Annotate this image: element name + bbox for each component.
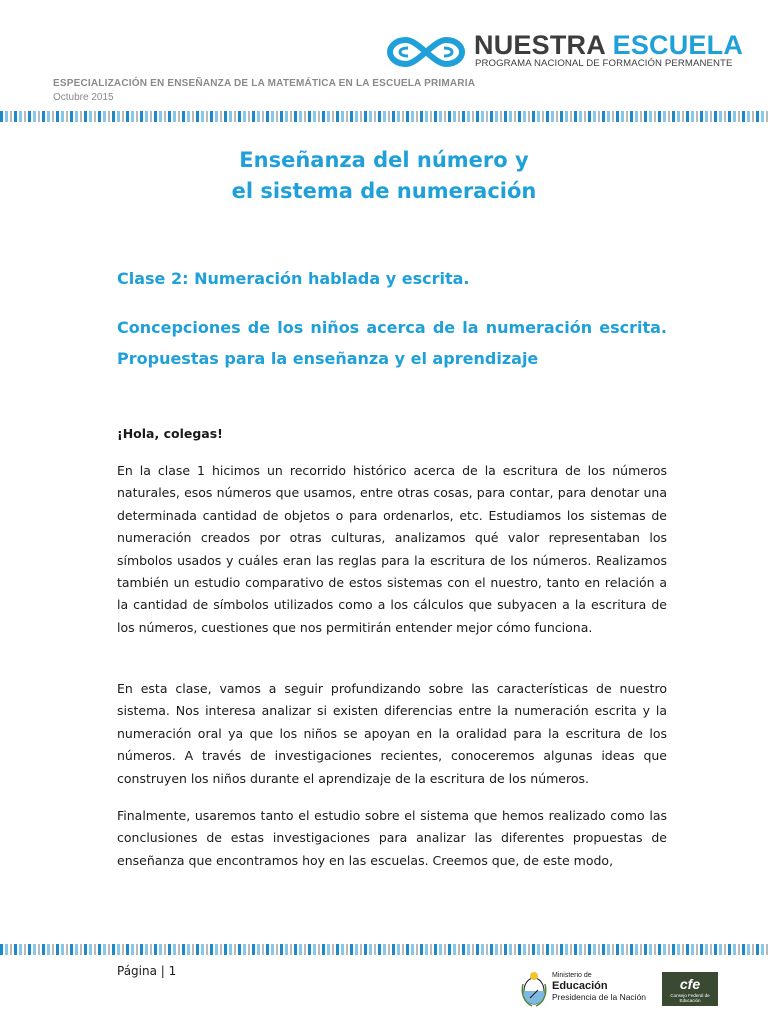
decorative-stripe-bottom [0,944,768,955]
cfe-logo-text: cfe [679,976,701,992]
cfe-logo-subtext: Consejo Federal de Educación [670,993,710,1003]
cfe-logo [662,972,718,1006]
ministry-line-2: Educación [552,980,608,992]
body-paragraph-1: En la clase 1 hicimos un recorrido histórico acerca de la escritura de los números naturales, esos números que usamos, entre otras cosas, para contar, para denotar una determinada cantidad de objetos o para ordenarlos, etc. Estudiamos los sistemas de numeración creados por otras culturas, analizamos qué valor representaban los símbolos usados y cuáles eran las reglas para la escritura de los números. Realizamos también un estudio comparativo de estos sistemas con el nuestro, tanto en relación a la cantidad de símbolos utilizados como a los cálculos que subyacen a la escritura de los números, cuestiones que nos permitirán entender mejor cómo funciona. [117,463,667,635]
infinity-logo-icon [386,32,466,72]
ministry-line-1: Ministerio de [552,972,592,979]
greeting: ¡Hola, colegas! [117,426,223,441]
body-paragraph-2: En esta clase, vamos a seguir profundizando sobre las características de nuestro sistema. Nos interesa analizar si existen diferencias entre la numeración escrita y la numeración oral ya que los niños se apoyan en la oralidad para la escritura de los números. A través de investigaciones recientes, conoceremos algunas ideas que construyen los niños durante el aprendizaje de la escritura de los números. [117,681,667,786]
specialization-title: ESPECIALIZACIÓN EN ENSEÑANZA DE LA MATEMÁTICA EN LA ESCUELA PRIMARIA [53,78,476,89]
decorative-stripe-top [0,111,768,122]
section-heading: Concepciones de los niños acerca de la numeración escrita. Propuestas para la enseñanza y el aprendizaje [117,318,667,368]
logo-word-escuela: ESCUELA [612,30,744,60]
ministry-logo [520,970,645,1010]
main-title-line1: Enseñanza del número y [239,148,529,172]
nuestra-escuela-logo [386,30,744,76]
logo-word-nuestra: NUESTRA [474,30,605,60]
logo-subtitle: PROGRAMA NACIONAL DE FORMACIÓN PERMANENTE [475,58,733,69]
main-title [0,145,768,207]
argentina-coat-of-arms-icon [520,970,548,1008]
class-heading: Clase 2: Numeración hablada y escrita. [117,269,470,288]
main-title-line2: el sistema de numeración [231,179,537,203]
logo-title [474,30,743,60]
page-number: Página | 1 [117,964,177,978]
document-date: Octubre 2015 [53,92,114,103]
body-paragraph-3: Finalmente, usaremos tanto el estudio sobre el sistema que hemos realizado como las conclusiones de estas investigaciones para analizar las diferentes propuestas de enseñanza que encontramos hoy en las escuelas. Creemos que, de este modo, [117,808,667,868]
ministry-line-3: Presidencia de la Nación [552,992,647,1002]
